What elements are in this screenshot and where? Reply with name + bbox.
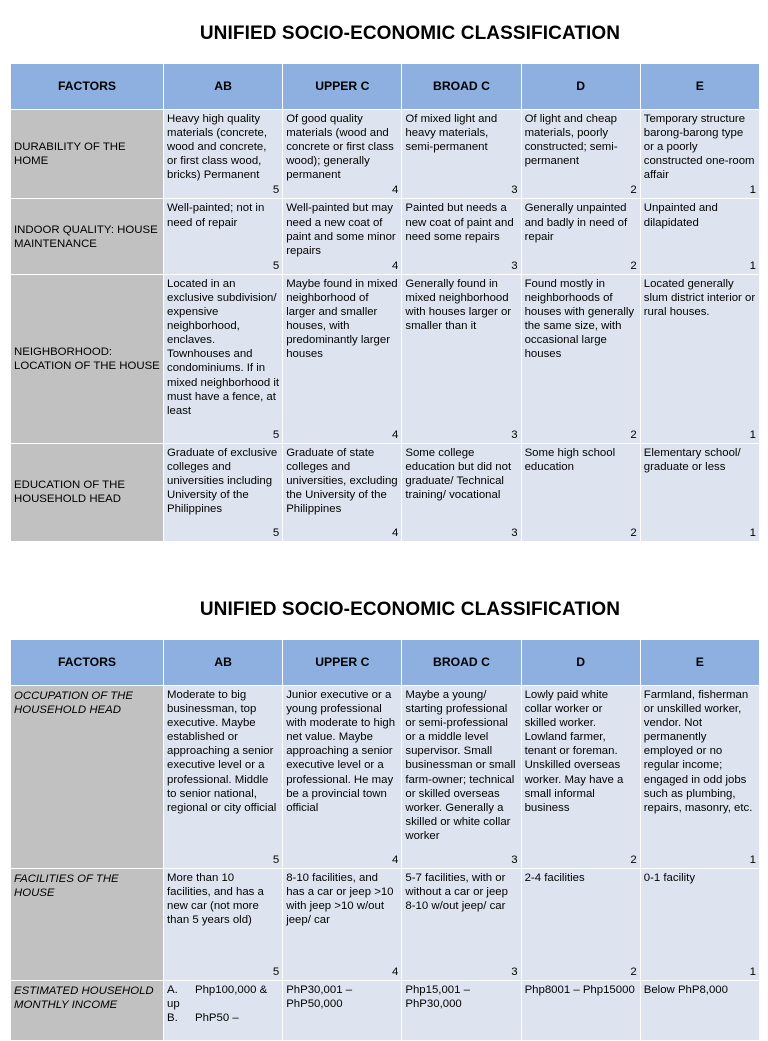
table-row xyxy=(11,274,760,443)
header-d: D xyxy=(521,64,640,110)
table-cell xyxy=(640,686,759,869)
table-cell xyxy=(402,443,521,541)
factor-cell: FACILITIES OF THE HOUSE xyxy=(11,869,164,981)
cell-text: 5-7 facilities, with or without a car or jeep 8-10 w/out jeep/ car xyxy=(405,872,508,913)
cell-text: 0-1 facility xyxy=(643,872,696,884)
cell-text: Unpainted and dilapidated xyxy=(643,202,718,229)
cell-text: Graduate of exclusive colleges and universities including University of the Philippines xyxy=(167,446,278,516)
score: 1 xyxy=(749,966,756,978)
header-factors: FACTORS xyxy=(11,640,164,686)
score: 2 xyxy=(630,966,637,978)
table-cell xyxy=(521,199,640,274)
header-ab: AB xyxy=(164,640,283,686)
cell-text: Found mostly in neighborhoods of houses with generally the same size, with occasional large houses xyxy=(524,277,635,361)
list-item: B. PhP50 – xyxy=(167,1012,239,1025)
list-item: A. Php100,000 & up xyxy=(167,984,268,1011)
table-row xyxy=(11,981,760,1041)
score: 2 xyxy=(630,259,637,272)
header-upper-c: UPPER C xyxy=(283,640,402,686)
cell-text: Some college education but did not graduate/ Technical training/ vocational xyxy=(405,446,512,502)
cell-text: Junior executive or a young professional with moderate to high net value. Maybe approaching a senior executive level or a professional. He may be a provincial town official xyxy=(286,689,396,814)
score: 5 xyxy=(272,854,280,866)
table-cell xyxy=(283,869,402,981)
cell-text: Php15,001 – PhP30,000 xyxy=(405,984,470,1011)
cell-text: Heavy high quality materials (concrete, wood and concrete, or first class wood, bricks) Permanent xyxy=(167,113,268,182)
header-row xyxy=(11,64,760,110)
score: 3 xyxy=(511,854,518,866)
table-cell xyxy=(640,869,759,981)
cell-text: Well-painted; not in need of repair xyxy=(167,202,265,229)
score: 5 xyxy=(272,966,280,978)
score: 3 xyxy=(511,184,518,197)
table-row xyxy=(11,199,760,274)
table-cell xyxy=(521,869,640,981)
cell-text: 8-10 facilities, and has a car or jeep >10 with jeep >10 w/out jeep/ car xyxy=(286,872,394,927)
table-cell xyxy=(640,981,759,1041)
score: 2 xyxy=(630,184,637,197)
cell-text: Lowly paid white collar worker or skilled worker. Lowland farmer, tenant or foreman. Unskilled overseas worker. May have a small informal business xyxy=(524,689,624,814)
table-cell xyxy=(402,869,521,981)
score: 1 xyxy=(749,184,756,197)
score: 3 xyxy=(511,526,518,539)
score: 4 xyxy=(392,966,399,978)
cell-text: PhP30,001 – PhP50,000 xyxy=(286,984,353,1011)
cell-text: Moderate to big businessman, top executive. Maybe established or approaching a senior executive level or a professional. Middle to senior national, regional or city official xyxy=(167,689,277,814)
page-title: UNIFIED SOCIO-ECONOMIC CLASSIFICATION xyxy=(199,599,621,620)
cell-text: Temporary structure barong-barong type or a poorly constructed one-room affair xyxy=(643,113,755,182)
table-cell xyxy=(402,686,521,869)
table-row xyxy=(11,686,760,869)
cell-text: Maybe found in mixed neighborhood of larger and smaller houses, with predominantly larger houses xyxy=(286,277,398,361)
score: 3 xyxy=(511,259,518,272)
table-cell xyxy=(164,443,283,541)
cell-text: Generally found in mixed neighborhood with houses larger or smaller than it xyxy=(405,277,512,333)
table-cell xyxy=(640,199,759,274)
table-cell xyxy=(521,443,640,541)
table-row xyxy=(11,443,760,541)
table-cell xyxy=(164,274,283,443)
classification-table-2 xyxy=(10,639,760,1041)
cell-text: Some high school education xyxy=(524,446,616,473)
score: 4 xyxy=(392,854,399,866)
cell-text: More than 10 facilities, and has a new car (not more than 5 years old) xyxy=(167,872,264,927)
score: 1 xyxy=(749,854,756,866)
table-cell xyxy=(521,274,640,443)
factor-cell: DURABILITY OF THE HOME xyxy=(11,110,164,199)
score: 3 xyxy=(511,966,518,978)
score: 5 xyxy=(272,184,280,197)
score: 4 xyxy=(392,259,399,272)
factor-cell: INDOOR QUALITY: HOUSE MAINTENANCE xyxy=(11,199,164,274)
score: 2 xyxy=(630,428,637,441)
table-row xyxy=(11,869,760,981)
score: 5 xyxy=(272,526,280,539)
score: 4 xyxy=(392,526,399,539)
factor-cell: EDUCATION OF THE HOUSEHOLD HEAD xyxy=(11,443,164,541)
cell-text: Php8001 – Php15000 xyxy=(524,984,635,996)
table-cell xyxy=(283,110,402,199)
cell-text: Maybe a young/ starting professional or semi-professional or a middle level supervisor. Small businessman or small farm-owner; technical or skilled overseas worker. Generally a skilled or white collar worker xyxy=(405,689,516,842)
cell-text: Farmland, fisherman or unskilled worker, vendor. Not permanently employed or no regular income; engaged in odd jobs such as plumbing, repairs, masonry, etc. xyxy=(643,689,753,814)
header-upper-c: UPPER C xyxy=(283,64,402,110)
table-cell xyxy=(640,274,759,443)
score: 1 xyxy=(749,428,756,441)
header-row xyxy=(11,640,760,686)
header-broad-c: BROAD C xyxy=(402,64,521,110)
score: 1 xyxy=(749,259,756,272)
header-ab: AB xyxy=(164,64,283,110)
score: 3 xyxy=(511,428,518,441)
header-factors: FACTORS xyxy=(11,64,164,110)
table-cell xyxy=(402,981,521,1041)
cell-text: Of light and cheap materials, poorly constructed; semi-permanent xyxy=(524,113,618,168)
header-broad-c: BROAD C xyxy=(402,640,521,686)
table-cell xyxy=(640,443,759,541)
table-cell xyxy=(164,686,283,869)
cell-text: Below PhP8,000 xyxy=(643,984,728,996)
score: 5 xyxy=(272,428,280,441)
cell-text: Well-painted but may need a new coat of paint and some minor repairs xyxy=(286,202,396,257)
header-e: E xyxy=(640,640,759,686)
table-cell xyxy=(164,869,283,981)
score: 2 xyxy=(630,854,637,866)
table-cell xyxy=(521,981,640,1041)
score: 5 xyxy=(272,259,280,272)
table-cell xyxy=(283,686,402,869)
table-cell xyxy=(402,110,521,199)
cell-text: Painted but needs a new coat of paint and need some repairs xyxy=(405,202,514,243)
cell-text: Of mixed light and heavy materials, semi-permanent xyxy=(405,113,498,154)
table-cell xyxy=(640,110,759,199)
cell-text: Graduate of state colleges and universities, excluding the University of the Philippines xyxy=(286,446,398,516)
table-cell xyxy=(164,981,283,1041)
score: 4 xyxy=(392,428,399,441)
header-e: E xyxy=(640,64,759,110)
cell-text: Located generally slum district interior or rural houses. xyxy=(643,277,756,319)
table-cell xyxy=(283,274,402,443)
table-cell xyxy=(283,199,402,274)
factor-cell: OCCUPATION OF THE HOUSEHOLD HEAD xyxy=(11,686,164,869)
table-cell xyxy=(164,199,283,274)
income-list xyxy=(167,983,279,1025)
table-cell xyxy=(164,110,283,199)
header-d: D xyxy=(521,640,640,686)
cell-text: Generally unpainted and badly in need of repair xyxy=(524,202,628,243)
table-cell xyxy=(402,199,521,274)
cell-text: 2-4 facilities xyxy=(524,872,585,884)
score: 1 xyxy=(749,526,756,539)
factor-cell: ESTIMATED HOUSEHOLD MONTHLY INCOME xyxy=(11,981,164,1041)
cell-text: Of good quality materials (wood and concrete or first class wood); generally permanent xyxy=(286,113,394,182)
cell-text: Elementary school/ graduate or less xyxy=(643,446,741,473)
table-cell xyxy=(402,274,521,443)
table-cell xyxy=(521,110,640,199)
score: 2 xyxy=(630,526,637,539)
cell-text: Located in an exclusive subdivision/ expensive neighborhood, enclaves. Townhouses and condominiums. If in mixed neighborhood it must have a fence, at least xyxy=(167,277,280,417)
table-cell xyxy=(283,981,402,1041)
table-cell xyxy=(521,686,640,869)
page-title: UNIFIED SOCIO-ECONOMIC CLASSIFICATION xyxy=(199,23,621,44)
table-cell xyxy=(283,443,402,541)
factor-cell: NEIGHBORHOOD: LOCATION OF THE HOUSE xyxy=(11,274,164,443)
classification-table-1 xyxy=(10,63,760,542)
score: 4 xyxy=(392,184,399,197)
table-row xyxy=(11,110,760,199)
